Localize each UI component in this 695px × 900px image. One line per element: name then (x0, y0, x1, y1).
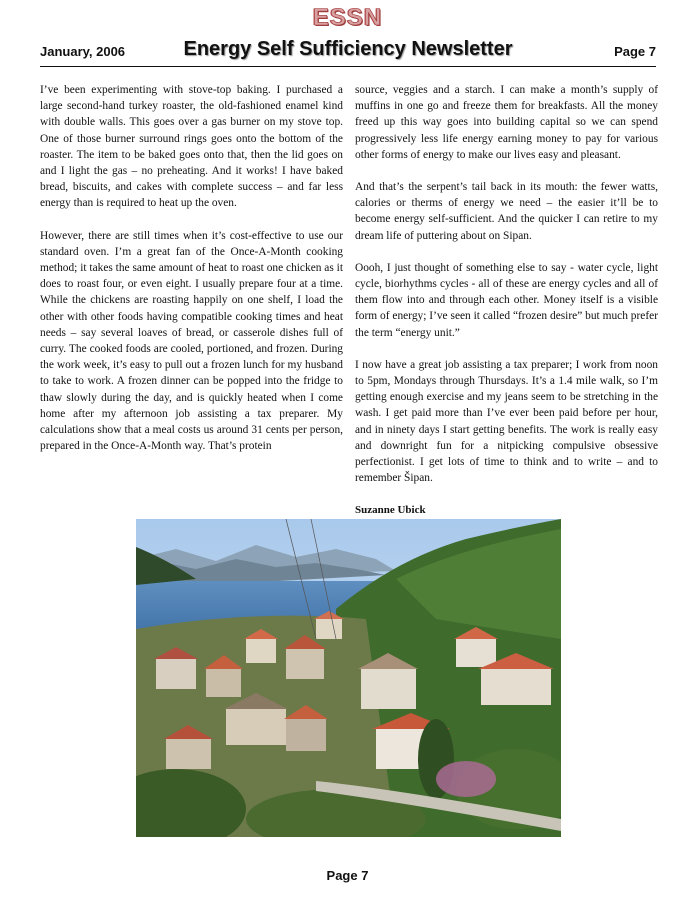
article-paragraph: And that’s the serpent’s tail back in its mouth: the fewer watts, calories or therms of energy we need – the easier it’ll be to become energy self-sufficient. And the quicker I can retire to my dream life of puttering about on Sipan. (355, 181, 658, 242)
article-paragraph: I now have a great job assisting a tax preparer; I work from noon to 5pm, Mondays through Thursdays. It’s a 1.4 mile walk, so I’m getting enough exercise and my jeans seem to be stretching in the wash. I get paid more than I’ve ever been paid before per hour, and in ninety days I start getting benefits. The work is really easy and downright fun for a nitpicking compulsive obsessive perfectionist. I get lots of time to think and to write – and to remember Šipan. (355, 358, 658, 485)
article-column-right (355, 82, 658, 519)
article-column-left (40, 82, 343, 470)
issue-date: January, 2006 (40, 44, 126, 59)
article-paragraph: I’ve been experimenting with stove-top baking. I purchased a large second-hand turkey roaster, the old-fashioned enamel kind with double walls. This goes over a gas burner on my stove top. One of those burner surround rings goes onto the bottom of the roaster. The item to be baked goes onto that, then the lid goes on and I light the gas – no preheating. And it works! I have baked bread, biscuits, and cakes with complete success – and far less energy than is required to heat up the oven. (40, 84, 343, 210)
article-paragraph: Oooh, I just thought of something else to say - water cycle, light cycle, biorhythms cycles - all of these are energy cycles and all of them flow into and through each other. Money itself is a visible form of energy; I’ve seen it called “frozen desire” but much prefer the term “energy unit.” (355, 261, 658, 339)
article-author: Suzanne Ubick (355, 504, 426, 517)
header-rule (40, 66, 656, 67)
article-paragraph: source, veggies and a starch. I can make a month’s supply of muffins in one go and freeze them for breakfasts. All the money freed up this way goes into building capital so we can spend progressively less life energy earning money to pay for various other forms of energy to make our lives easy and pleasant. (355, 84, 658, 161)
article-paragraph: However, there are still times when it’s cost-effective to use our standard oven. I’m a great fan of the Once-A-Month cooking method; it takes the same amount of heat to roast one chicken as it does to roast four, or even eight. I usually prepare four at a time. While the chickens are roasting happily on one shelf, I load the other with other foods having compatible cooking times and heat needs – say several loaves of bread, or casserole dishes full of curry. The cooked foods are cooled, portioned, and frozen. During the work week, it’s easy to pull out a frozen lunch for my husband to take to work. A frozen dinner can be popped into the fridge to thaw slowly during the day, and is quickly heated when I come home after my afternoon job assisting a tax preparer. My calculations show that a meal costs us around 31 cents per person, prepared in the Once-A-Month way. That’s protein (40, 229, 343, 453)
newsletter-header (40, 38, 656, 64)
header-page-number: Page 7 (614, 44, 656, 59)
newsletter-title: Energy Self Sufficiency Newsletter (183, 38, 513, 60)
village-photo-illustration (136, 519, 561, 837)
masthead-logo: ESSN (312, 4, 383, 31)
village-photo (136, 519, 561, 837)
footer-page-number: Page 7 (326, 868, 369, 883)
